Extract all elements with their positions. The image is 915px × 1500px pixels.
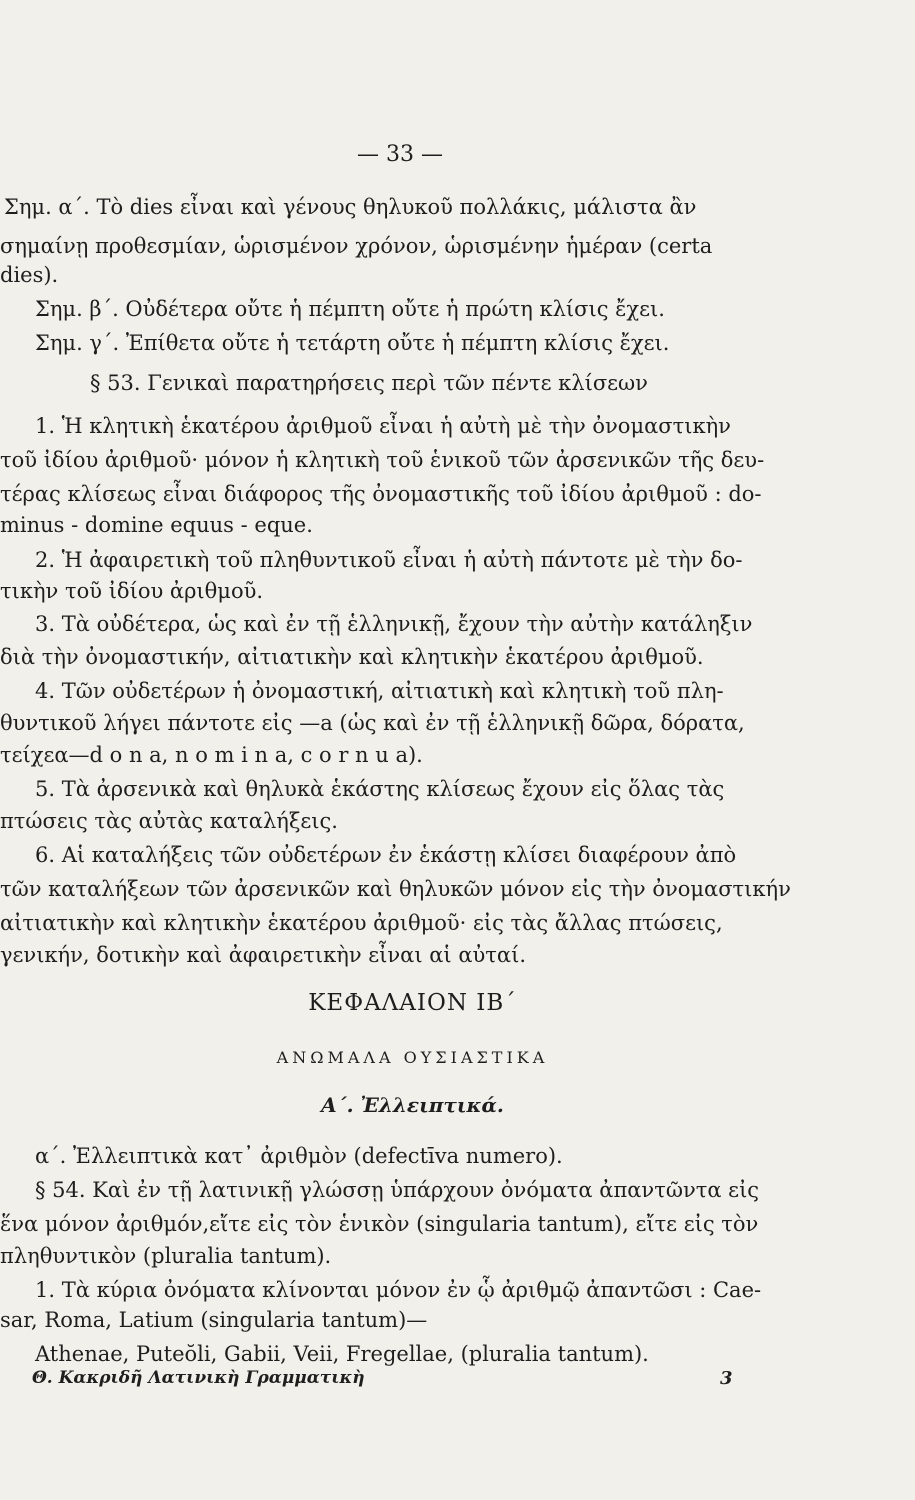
footer-signature: Θ. Κακριδῆ Λατινικὴ Γραμματικὴ [32, 1368, 365, 1388]
text-line: σημαίνῃ προθεσμίαν, ὡρισμένον χρόνον, ὡρισμένην ἡμέραν (certa [0, 234, 713, 258]
text-line: dies). [0, 263, 59, 287]
text-line: 3. Τὰ οὐδέτερα, ὡς καὶ ἐν τῇ ἑλληνικῇ, ἔχουν τὴν αὐτὴν κατάληξιν [35, 612, 753, 636]
text-line: α΄. Ἐλλειπτικὰ κατ᾽ ἀριθμὸν (defectīva numero). [35, 1144, 563, 1168]
chapter-subtitle: ΑΝΩΜΑΛΑ ΟΥΣΙΑΣΤΙΚΑ [276, 1048, 549, 1067]
text-line: τικὴν τοῦ ἰδίου ἀριθμοῦ. [0, 579, 264, 603]
text-line: αἰτιατικὴν καὶ κλητικὴν ἑκατέρου ἀριθμοῦ· εἰς τὰς ἄλλας πτώσεις, [0, 911, 723, 935]
text-line: 6. Αἱ καταλήξεις τῶν οὐδετέρων ἐν ἑκάστῃ κλίσει διαφέρουν ἀπὸ [35, 843, 737, 867]
text-line: minus - domine equus - eque. [0, 513, 313, 537]
page-number: — 33 — [357, 142, 443, 167]
section-heading: § 53. Γενικαὶ παρατηρήσεις περὶ τῶν πέντε κλίσεων [90, 371, 648, 395]
section-title: Α΄. Ἐλλειπτικά. [321, 1093, 504, 1117]
text-line: sar, Roma, Latium (singularia tantum)— [0, 1308, 428, 1332]
text-line: τέρας κλίσεως εἶναι διάφορος τῆς ὀνομαστικῆς τοῦ ἰδίου ἀριθμοῦ : do- [0, 482, 762, 506]
text-line: γενικήν, δοτικὴν καὶ ἀφαιρετικὴν εἶναι αἱ αὐταί. [0, 943, 526, 967]
chapter-title: ΚΕΦΑΛΑΙΟΝ ΙΒ΄ [308, 990, 517, 1016]
text-line: 2. Ἡ ἀφαιρετικὴ τοῦ πληθυντικοῦ εἶναι ἡ αὐτὴ πάντοτε μὲ τὴν δο- [35, 548, 743, 572]
text-line: Σημ. γ΄. Ἐπίθετα οὔτε ἡ τετάρτη οὔτε ἡ πέμπτη κλίσις ἔχει. [35, 331, 670, 355]
text-line: τῶν καταλήξεων τῶν ἀρσενικῶν καὶ θηλυκῶν μόνον εἰς τὴν ὀνομαστικήν [0, 877, 791, 901]
text-line: Athenae, Puteŏli, Gabii, Veii, Fregellae, (pluralia tantum). [35, 1342, 649, 1366]
text-line: Σημ. β΄. Οὐδέτερα οὔτε ἡ πέμπτη οὔτε ἡ πρώτη κλίσις ἔχει. [35, 297, 665, 321]
text-line: 5. Τὰ ἀρσενικὰ καὶ θηλυκὰ ἑκάστης κλίσεως ἔχουν εἰς ὅλας τὰς [35, 777, 725, 801]
text-line: 4. Τῶν οὐδετέρων ἡ ὀνομαστική, αἰτιατικὴ καὶ κλητικὴ τοῦ πλη- [35, 679, 724, 703]
text-line: ἕνα μόνον ἀριθμόν,εἴτε εἰς τὸν ἑνικὸν (singularia tantum), εἴτε εἰς τὸν [0, 1212, 759, 1236]
footer-sheet-number: 3 [720, 1368, 733, 1389]
text-line: διὰ τὴν ὀνομαστικήν, αἰτιατικὴν καὶ κλητικὴν ἑκατέρου ἀριθμοῦ. [0, 645, 704, 669]
text-line: θυντικοῦ λήγει πάντοτε εἰς —a (ὡς καὶ ἐν τῇ ἑλληνικῇ δῶρα, δόρατα, [0, 711, 745, 735]
text-line: § 54. Καὶ ἐν τῇ λατινικῇ γλώσσῃ ὑπάρχουν ὀνόματα ἀπαντῶντα εἰς [35, 1178, 760, 1202]
text-line: τείχεα—d o n a, n o m i n a, c o r n u a). [0, 743, 423, 767]
text-line: 1. Τὰ κύρια ὀνόματα κλίνονται μόνον ἐν ᾧ ἀριθμῷ ἀπαντῶσι : Cae- [35, 1278, 762, 1302]
text-line: Σημ. α΄. Τὸ dies εἶναι καὶ γένους θηλυκοῦ πολλάκις, μάλιστα ἂν [4, 195, 697, 219]
text-line: τοῦ ἰδίου ἀριθμοῦ· μόνον ἡ κλητικὴ τοῦ ἑνικοῦ τῶν ἀρσενικῶν τῆς δευ- [0, 448, 765, 472]
text-line: 1. Ἡ κλητικὴ ἑκατέρου ἀριθμοῦ εἶναι ἡ αὐτὴ μὲ τὴν ὀνομαστικὴν [35, 414, 731, 438]
text-line: πτώσεις τὰς αὐτὰς καταλήξεις. [0, 809, 338, 833]
text-line: πληθυντικὸν (pluralia tantum). [0, 1244, 332, 1268]
